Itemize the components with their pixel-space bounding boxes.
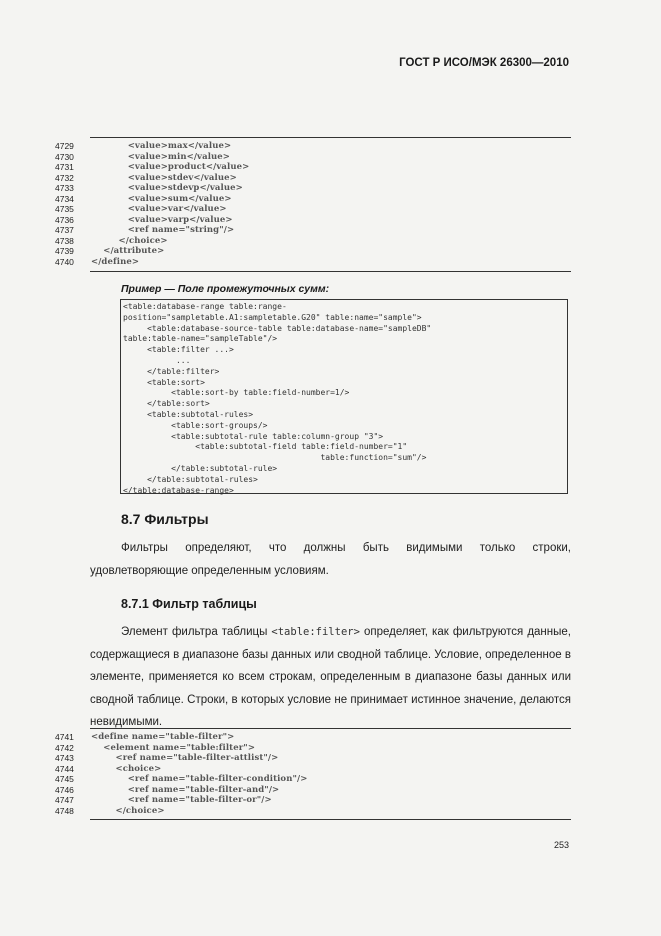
line-number: 4746 (55, 784, 74, 795)
code-text: <value>varp</value> (91, 214, 233, 225)
code-line (0, 173, 661, 184)
code-line (0, 785, 661, 796)
code2-bottom-rule (90, 819, 571, 820)
example-code-line: position="sampletable.A1:sampletable.G20" table:name="sample"> (123, 312, 422, 322)
line-number: 4748 (55, 805, 74, 816)
code-line (0, 141, 661, 152)
line-number: 4733 (55, 183, 74, 193)
example-code-line: </table:database-range> (123, 485, 234, 495)
code-text: <choice> (91, 763, 162, 774)
code-text: <element name="table:filter"> (91, 742, 256, 753)
code-text: </define> (91, 256, 140, 267)
line-number: 4745 (55, 774, 74, 784)
code-text: <ref name="table-filter-and"/> (91, 784, 280, 795)
code-text: <value>stdev</value> (91, 172, 237, 183)
code-line (0, 236, 661, 247)
code-text: <value>sum</value> (91, 193, 232, 204)
example-code-line: ... (123, 355, 191, 365)
example-code-line: <table:database-source-table table:database-name="sampleDB" (123, 323, 432, 333)
line-number: 4747 (55, 795, 74, 805)
code-text: <value>stdevp</value> (91, 183, 243, 193)
example-code-box (120, 299, 568, 494)
section-8-7-1-paragraph (90, 621, 571, 734)
code-line (0, 162, 661, 173)
line-number: 4739 (55, 246, 74, 256)
code-text: <ref name="table-filter-or"/> (91, 795, 272, 805)
example-code-line: </table:sort> (123, 399, 210, 409)
code-line (0, 753, 661, 764)
standard-header: ГОСТ Р ИСО/МЭК 26300—2010 (399, 57, 569, 69)
code-text: <value>min</value> (91, 151, 231, 162)
example-code-line: <table:filter ...> (123, 345, 234, 355)
section-heading-8-7: 8.7 Фильтры (121, 511, 209, 527)
example-code-line: <table:subtotal-rules> (123, 409, 254, 419)
code-line (0, 204, 661, 215)
line-number: 4742 (55, 742, 74, 753)
code-line (0, 194, 661, 205)
code-line (0, 795, 661, 806)
code-text: <ref name="table-filter-attlist"/> (91, 753, 279, 763)
code-line (0, 764, 661, 775)
code-line (0, 246, 661, 257)
code-line (0, 806, 661, 817)
line-number: 4729 (55, 141, 74, 151)
line-number: 4731 (55, 162, 74, 172)
code-text: <value>var</value> (91, 204, 227, 214)
code-text: </attribute> (91, 246, 165, 256)
example-code-line: <table:sort-by table:field-number=1/> (123, 388, 350, 398)
code-text: </choice> (91, 805, 165, 816)
line-number: 4738 (55, 235, 74, 246)
example-code-line: </table:subtotal-rules> (123, 474, 258, 484)
section-8-7-paragraph (90, 537, 571, 582)
example-code-line: <table:sort> (123, 377, 205, 387)
text-after: определяет, как фильтруются данные, содержащиеся в диапазоне базы данных или сводной таблице. Условие, определенное в элементе, применяется ко всем строкам, определенным в диапазоне базы данных или сводной таблице. Строки, в которых условие не принимает истинное значение, делаются невидимыми. (90, 626, 571, 728)
line-number: 4740 (55, 256, 74, 267)
line-number: 4734 (55, 193, 74, 204)
paragraph-text (90, 621, 571, 734)
code-text: <ref name="string"/> (91, 225, 235, 235)
inline-code: <table:filter> (271, 626, 360, 638)
code-line (0, 183, 661, 194)
code-line (0, 225, 661, 236)
text-before: Элемент фильтра таблицы (121, 626, 272, 638)
code-listing-bottom (0, 732, 661, 816)
line-number: 4730 (55, 151, 74, 162)
code-line (0, 257, 661, 268)
code-text: </choice> (91, 235, 168, 246)
code-text: <value>product</value> (91, 162, 250, 172)
example-code-line: <table:subtotal-rule table:column-group "3"> (123, 431, 384, 441)
example-code-line: table:function="sum"/> (123, 453, 427, 463)
code-line (0, 743, 661, 754)
example-code-line: </table:filter> (123, 366, 220, 376)
code-line (0, 774, 661, 785)
example-code-line: table:table-name="sampleTable"/> (123, 334, 278, 344)
example-title: Пример — Поле промежуточных сумм: (121, 283, 330, 295)
page-number: 253 (553, 840, 569, 850)
line-number: 4744 (55, 763, 74, 774)
code-text: <ref name="table-filter-condition"/> (91, 774, 308, 784)
code-line (0, 732, 661, 743)
code-listing-top (0, 141, 661, 267)
paragraph-text: Фильтры определяют, что должны быть видимыми только строки, удовлетворяющие определенным условиям. (90, 542, 571, 577)
line-number: 4735 (55, 204, 74, 214)
code2-top-rule (90, 728, 571, 729)
code-line (0, 215, 661, 226)
code-top-rule (90, 137, 571, 138)
line-number: 4737 (55, 225, 74, 235)
section-heading-8-7-1: 8.7.1 Фильтр таблицы (121, 597, 257, 611)
line-number: 4732 (55, 172, 74, 183)
code-line (0, 152, 661, 163)
code-text: <value>max</value> (91, 141, 232, 151)
example-code-line: <table:sort-groups/> (123, 420, 268, 430)
code-bottom-rule (90, 271, 571, 272)
example-code-line: <table:subtotal-field table:field-number="1" (123, 442, 408, 452)
example-code-line: </table:subtotal-rule> (123, 463, 278, 473)
line-number: 4741 (55, 732, 74, 742)
example-code-line: <table:database-range table:range- (123, 302, 287, 311)
line-number: 4736 (55, 214, 74, 225)
line-number: 4743 (55, 753, 74, 763)
code-text: <define name="table-filter"> (91, 732, 235, 742)
